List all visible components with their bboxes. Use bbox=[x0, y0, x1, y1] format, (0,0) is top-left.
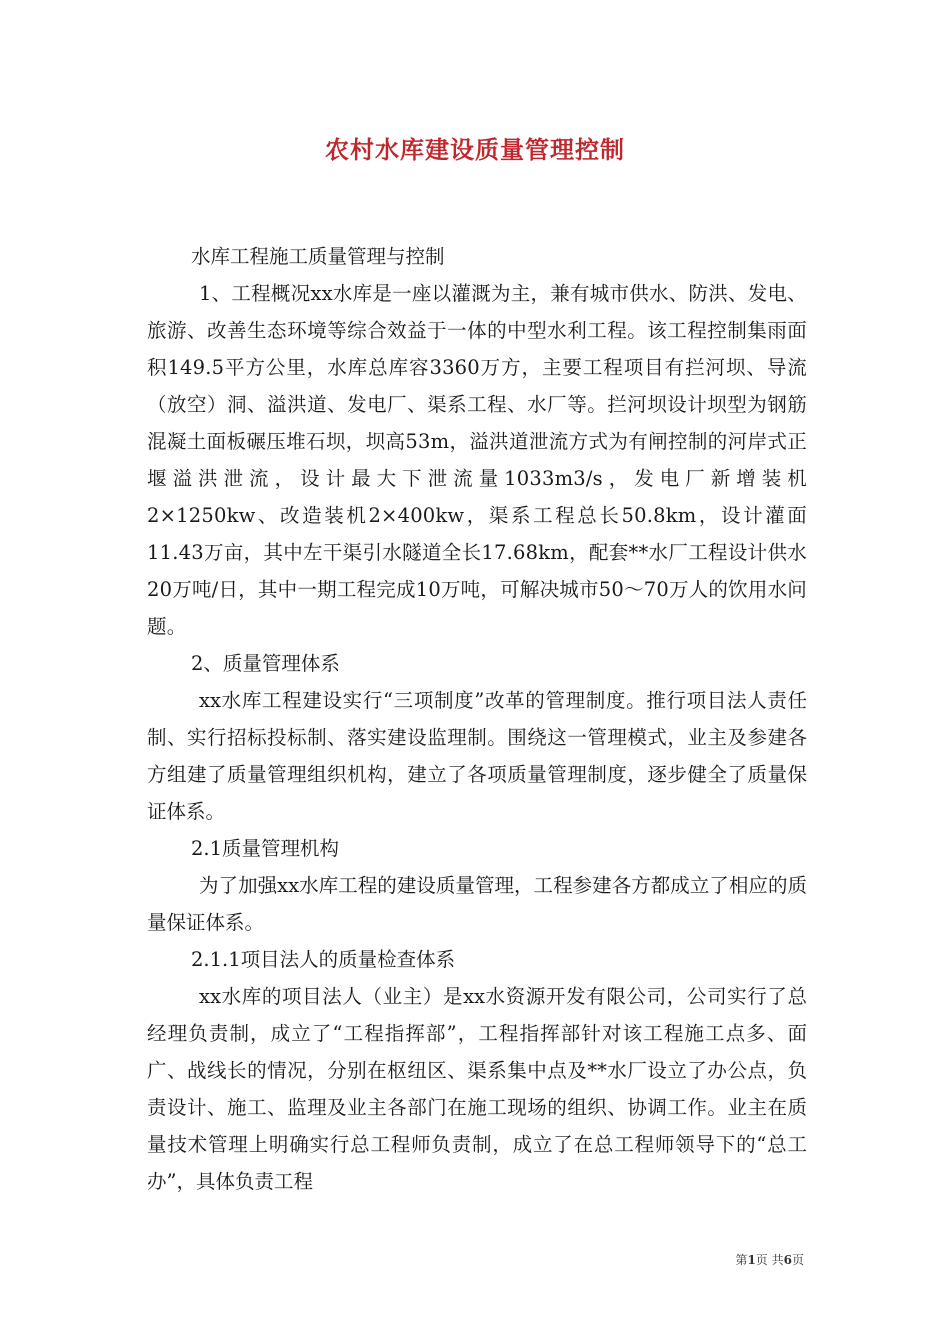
footer-suffix: 页 bbox=[791, 1253, 804, 1267]
section-heading: 水库工程施工质量管理与控制 bbox=[191, 245, 445, 268]
heading-owner-inspection: 2.1.1项目法人的质量检查体系 bbox=[191, 948, 456, 971]
paragraph-overview: 1、工程概况xx水库是一座以灌溉为主，兼有城市供水、防洪、发电、旅游、改善生态环境等综合效益于一体的中型水利工程。该工程控制集雨面积149.5平方公里，水库总库容3360万方，主要工程项目有拦河坝、导流（放空）洞、溢洪道、发电厂、渠系工程、水厂等。拦河坝设计坝型为钢筋混凝土面板碾压堆石坝，坝高53m，溢洪道泄流方式为有闸控制的河岸式正堰溢洪泄流，设计最大下泄流量1033m3/s，发电厂新增装机2×1250kw、改造装机2×400kw，渠系工程总长50.8km，设计灌面11.43万亩，其中左干渠引水隧道全长17.68km，配套**水厂工程设计供水20万吨/日，其中一期工程完成10万吨，可解决城市50～70万人的饮用水问题。 bbox=[147, 282, 807, 638]
document-body bbox=[147, 238, 807, 1200]
page-footer bbox=[735, 1251, 804, 1268]
paragraph-quality-system: xx水库工程建设实行“三项制度”改革的管理制度。推行项目法人责任制、实行招标投标制、落实建设监理制。围绕这一管理模式，业主及参建各方组建了质量管理组织机构，建立了各项质量管理制度，逐步健全了质量保证体系。 bbox=[147, 689, 807, 823]
footer-page-number: 1 bbox=[747, 1253, 756, 1267]
heading-quality-system: 2、质量管理体系 bbox=[191, 652, 340, 675]
footer-prefix: 第 bbox=[735, 1253, 748, 1267]
footer-middle: 页 共 bbox=[755, 1253, 784, 1267]
paragraph-owner-inspection: xx水库的项目法人（业主）是xx水资源开发有限公司，公司实行了总经理负责制，成立了“工程指挥部”，工程指挥部针对该工程施工点多、面广、战线长的情况，分别在枢纽区、渠系集中点及**水厂设立了办公点，负责设计、施工、监理及业主各部门在施工现场的组织、协调工作。业主在质量技术管理上明确实行总工程师负责制，成立了在总工程师领导下的“总工办”，具体负责工程 bbox=[147, 985, 807, 1193]
heading-quality-org: 2.1质量管理机构 bbox=[191, 837, 340, 860]
paragraph-quality-org: 为了加强xx水库工程的建设质量管理，工程参建各方都成立了相应的质量保证体系。 bbox=[147, 874, 807, 934]
document-title: 农村水库建设质量管理控制 bbox=[325, 135, 625, 164]
footer-total-pages: 6 bbox=[783, 1253, 792, 1267]
